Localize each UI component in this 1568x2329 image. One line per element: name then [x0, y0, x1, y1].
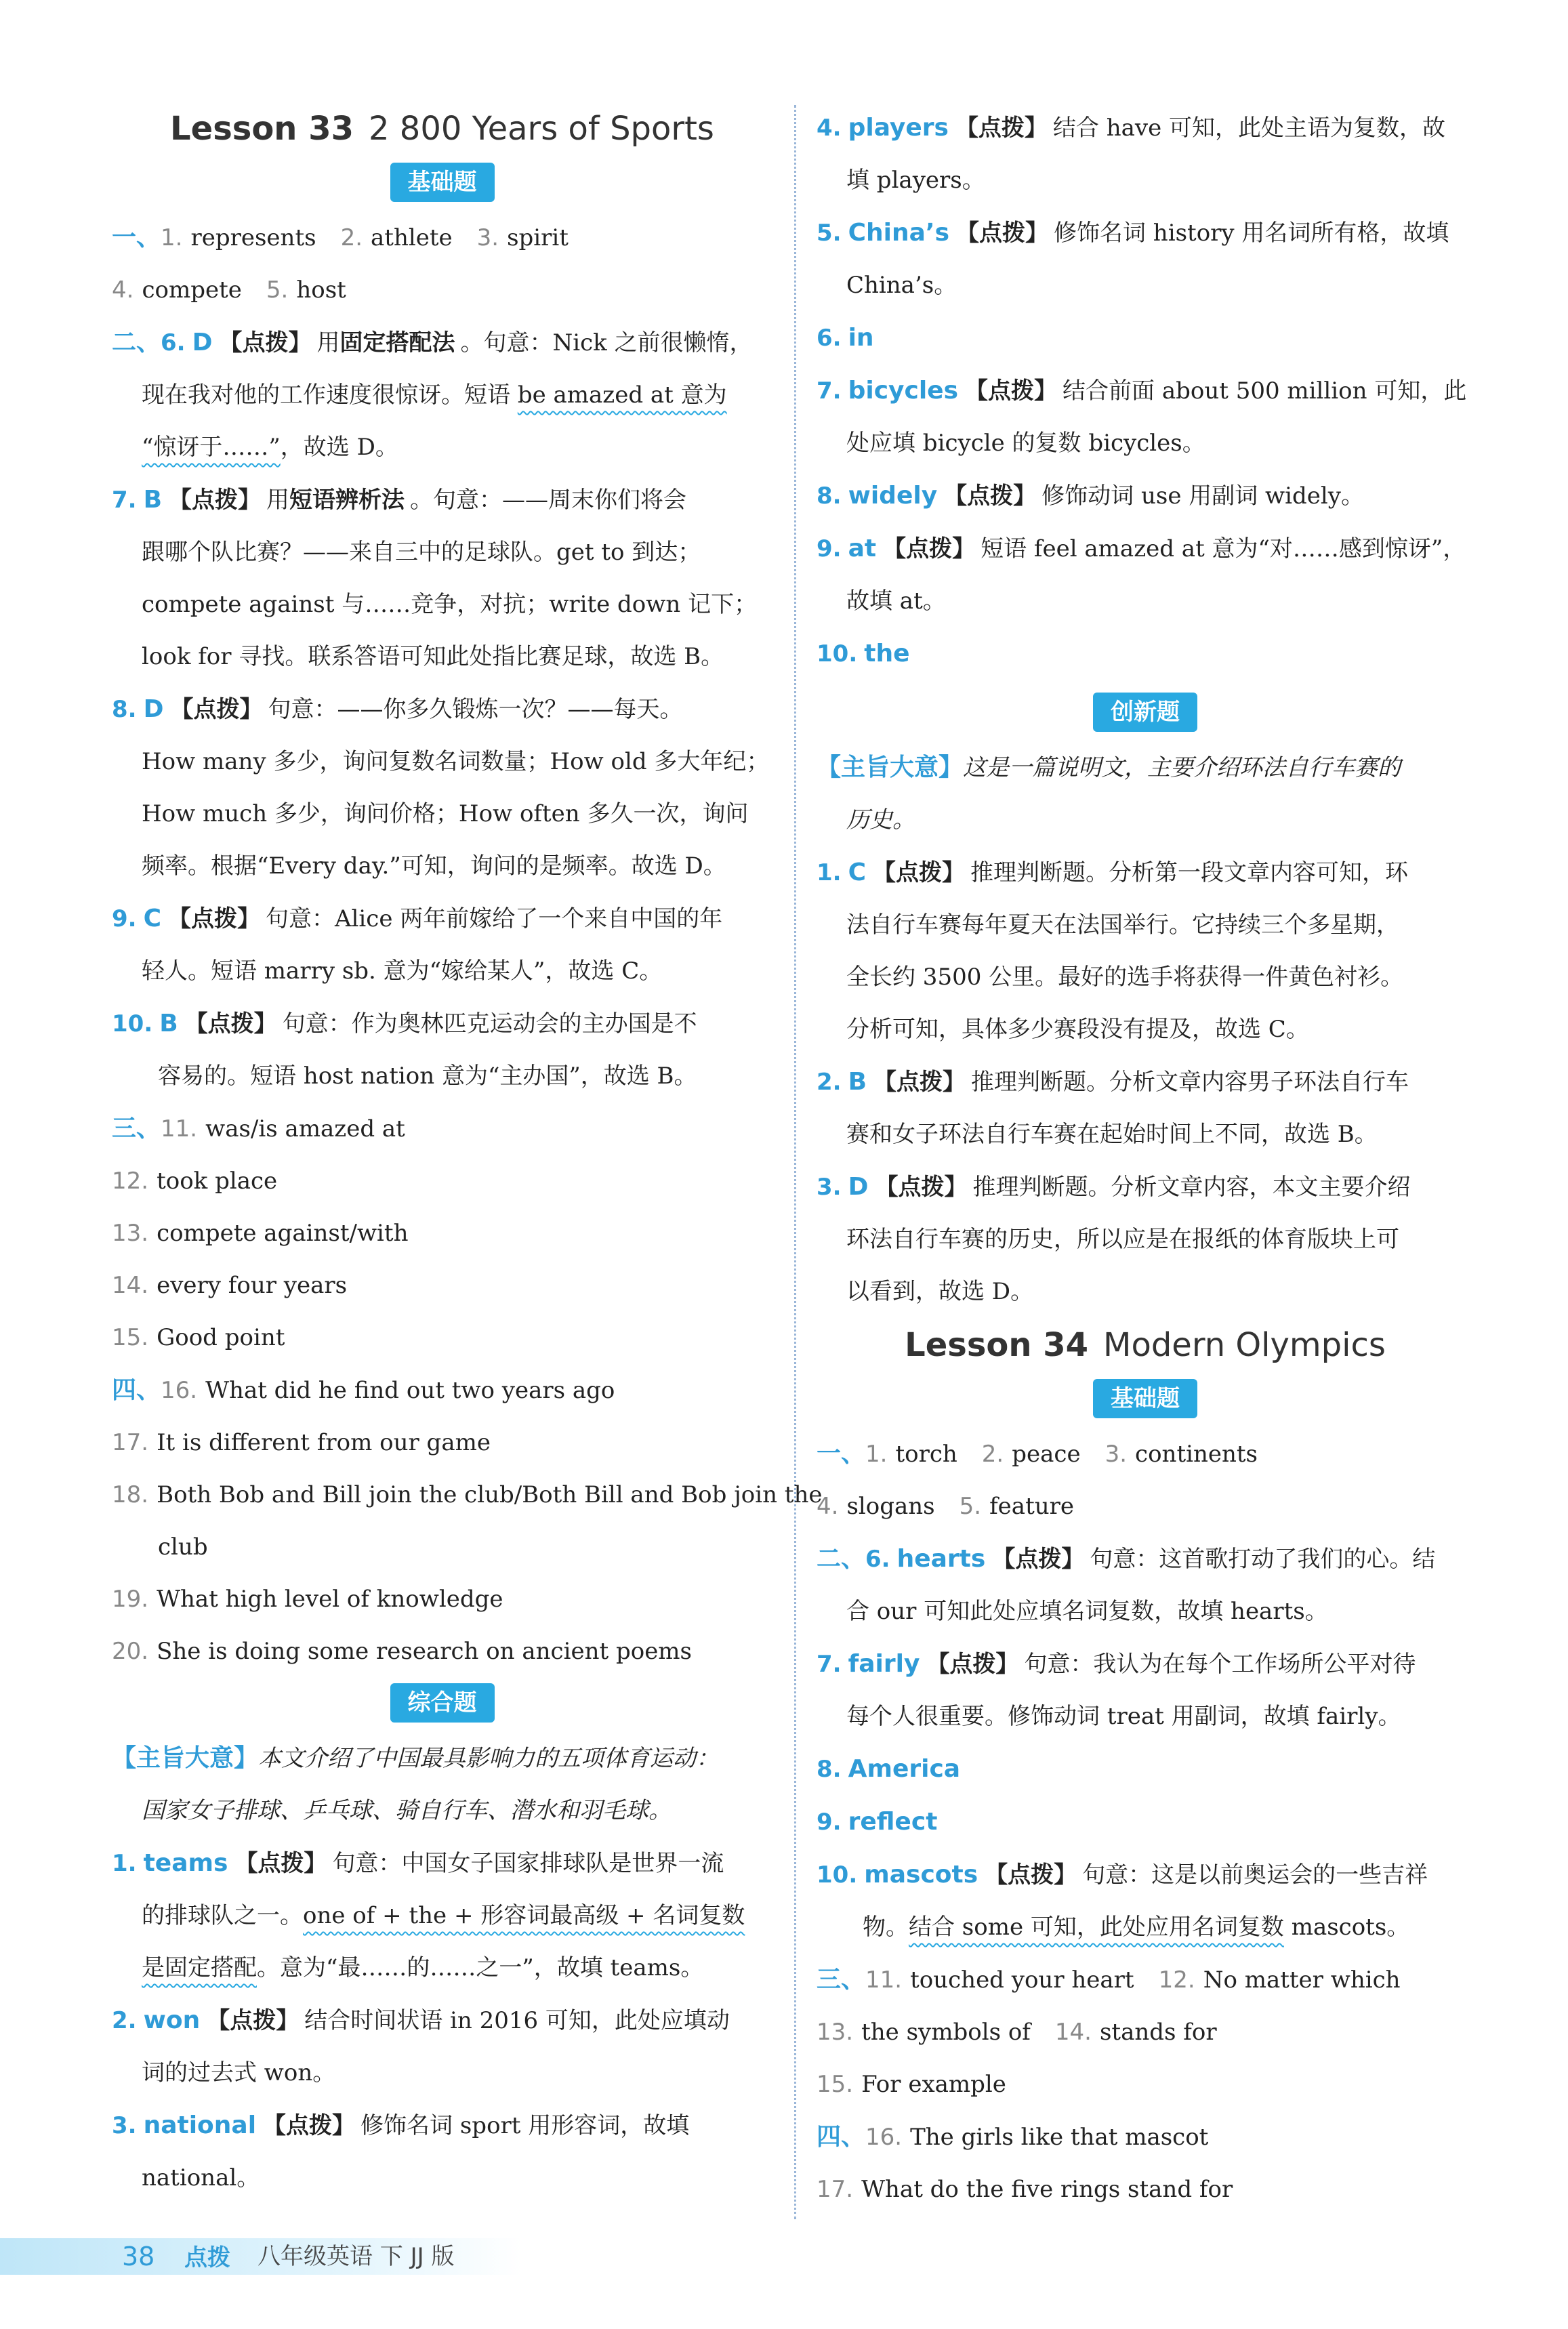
page-number: 38	[122, 2242, 155, 2271]
section-basic-banner: 基础题	[112, 163, 772, 206]
basic-question-7: 7. fairly 【点拨】 句意：我认为在每个工作场所公平对待	[817, 1650, 1416, 1678]
question-9: 9. C 【点拨】 句意：Alice 两年前嫁给了一个来自中国的年	[112, 905, 723, 932]
answer-row: 14. every four years	[112, 1272, 348, 1299]
comp-question-5: 5. China’s 【点拨】 修饰名词 history 用名词所有格，故填	[817, 219, 1449, 247]
lesson-name: 2 800 Years of Sports	[368, 110, 714, 148]
comp-question-9: 9. at 【点拨】 短语 feel amazed at 意为“对……感到惊讶”，	[817, 535, 1466, 562]
question-8-cont: 频率。根据“Every day.”可知，询问的是频率。故选 D。	[142, 852, 726, 880]
comp-question-4: 4. players 【点拨】 结合 have 可知，此处主语为复数，故	[817, 114, 1446, 142]
question-10-cont: 容易的。短语 host nation 意为“主办国”，故选 B。	[158, 1063, 697, 1090]
innov-question-2: 2. B 【点拨】 推理判断题。分析文章内容男子环法自行车	[817, 1068, 1409, 1096]
main-idea-cont: 国家女子排球、乒乓球、骑自行车、潜水和羽毛球。	[142, 1797, 672, 1824]
comp-question-4-cont: 填 players。	[846, 167, 985, 194]
lesson-number: Lesson 33	[170, 110, 354, 148]
comp-question-10: 10. the	[817, 640, 910, 667]
question-7-cont: compete against 与……竞争，对抗；write down 记下；	[142, 591, 758, 618]
innov-question-1-cont: 全长约 3500 公里。最好的选手将获得一件黄色衬衫。	[846, 964, 1404, 991]
left-column	[112, 102, 823, 2204]
section-basic-banner: 基础题	[817, 1379, 1474, 1422]
answer-row: 四、16. The girls like that mascot	[817, 2123, 1209, 2151]
footer-book-title: 八年级英语 下 JJ 版	[257, 2243, 455, 2270]
comp-question-2: 2. won 【点拨】 结合时间状语 in 2016 可知，此处应填动	[112, 2006, 730, 2034]
basic-question-6: 二、6. hearts 【点拨】 句意：这首歌打动了我们的心。结	[817, 1545, 1436, 1573]
answer-row: 13. the symbols of 14. stands for	[817, 2019, 1217, 2046]
question-7-cont: look for 寻找。联系答语可知此处指比赛足球，故选 B。	[142, 643, 724, 670]
answer-row: 4. slogans 5. feature	[817, 1493, 1075, 1520]
answer-row: 三、11. touched your heart 12. No matter which	[817, 1966, 1401, 1994]
question-9-cont: 轻人。短语 marry sb. 意为“嫁给某人”，故选 C。	[142, 957, 663, 985]
brand-logo: 点拨	[184, 2244, 230, 2271]
innov-question-1-cont: 分析可知，具体多少赛段没有提及，故选 C。	[846, 1016, 1309, 1043]
question-6-cont: “惊讶于……”，故选 D。	[142, 434, 398, 461]
section-innovation-banner: 创新题	[817, 693, 1474, 736]
basic-question-10: 10. mascots 【点拨】 句意：这是以前奥运会的一些吉祥	[817, 1861, 1428, 1889]
answer-row: 4. compete 5. host	[112, 276, 346, 304]
comp-question-5-cont: China’s。	[846, 272, 957, 299]
basic-question-8: 8. America	[817, 1755, 961, 1783]
answer-row-cont: club	[158, 1533, 208, 1561]
question-7: 7. B 【点拨】 用短语辨析法 。句意：——周末你们将会	[112, 486, 687, 514]
answer-row: 15. Good point	[112, 1324, 285, 1351]
comp-question-1-cont: 的排球队之一。one of + the + 形容词最高级 + 名词复数	[142, 1902, 745, 1929]
section-comprehensive-banner: 综合题	[112, 1683, 772, 1727]
answer-row: 20. She is doing some research on ancient poems	[112, 1638, 692, 1665]
comp-question-3: 3. national 【点拨】 修饰名词 sport 用形容词，故填	[112, 2111, 690, 2139]
innov-question-1-cont: 法自行车赛每年夏天在法国举行。它持续三个多星期，	[846, 911, 1399, 939]
comp-question-7: 7. bicycles 【点拨】 结合前面 about 500 million 可知，此	[817, 377, 1467, 405]
comp-question-1: 1. teams 【点拨】 句意：中国女子国家排球队是世界一流	[112, 1849, 724, 1877]
question-8-cont: How much 多少，询问价格；How often 多久一次，询问	[142, 800, 749, 827]
lesson-name: Modern Olympics	[1103, 1326, 1386, 1364]
comp-question-8: 8. widely 【点拨】 修饰动词 use 用副词 widely。	[817, 482, 1365, 510]
basic-question-7-cont: 每个人很重要。修饰动词 treat 用副词，故填 fairly。	[846, 1703, 1401, 1730]
basic-question-9: 9. reflect	[817, 1808, 938, 1836]
answer-row: 三、11. was/is amazed at	[112, 1115, 405, 1142]
lesson-34-title	[817, 1318, 1474, 1372]
main-idea: 【主旨大意】本文介绍了中国最具影响力的五项体育运动：	[112, 1744, 720, 1772]
comp-question-6: 6. in	[817, 324, 874, 352]
main-idea: 【主旨大意】这是一篇说明文，主要介绍环法自行车赛的	[817, 754, 1401, 781]
answer-row: 13. compete against/with	[112, 1220, 409, 1247]
right-column	[817, 102, 1474, 2216]
answer-row: 17. What do the five rings stand for	[817, 2176, 1233, 2203]
lesson-33-title	[112, 102, 772, 156]
comp-question-9-cont: 故填 at。	[846, 588, 946, 615]
basic-question-6-cont: 合 our 可知此处应填名词复数，故填 hearts。	[846, 1598, 1328, 1625]
answer-row: 12. took place	[112, 1168, 278, 1195]
answer-row: 一、1. torch 2. peace 3. continents	[817, 1440, 1258, 1468]
main-idea-cont: 历史。	[846, 806, 915, 833]
innov-question-3-cont: 以看到，故选 D。	[846, 1278, 1034, 1305]
comp-question-3-cont: national。	[142, 2164, 260, 2191]
innov-question-2-cont: 赛和女子环法自行车赛在起始时间上不同，故选 B。	[846, 1121, 1378, 1148]
question-7-cont: 跟哪个队比赛？——来自三中的足球队。get to 到达；	[142, 539, 701, 566]
comp-question-7-cont: 处应填 bicycle 的复数 bicycles。	[846, 430, 1205, 457]
innov-question-3: 3. D 【点拨】 推理判断题。分析文章内容，本文主要介绍	[817, 1173, 1411, 1201]
answer-row: 15. For example	[817, 2071, 1006, 2098]
lesson-number: Lesson 34	[905, 1326, 1089, 1364]
question-8-cont: How many 多少，询问复数名词数量；How old 多大年纪；	[142, 748, 770, 775]
innov-question-3-cont: 环法自行车赛的历史，所以应是在报纸的体育版块上可	[846, 1226, 1399, 1253]
column-divider	[794, 105, 796, 2219]
comp-question-1-cont: 是固定搭配。意为“最……的……之一”，故填 teams。	[142, 1954, 704, 1981]
basic-question-10-cont: 物。结合 some 可知，此处应用名词复数 mascots。	[863, 1914, 1410, 1941]
answer-row: 19. What high level of knowledge	[112, 1586, 503, 1613]
innov-question-1: 1. C 【点拨】 推理判断题。分析第一段文章内容可知，环	[817, 859, 1408, 886]
question-6: 二、6. D 【点拨】 用固定搭配法 。句意：Nick 之前很懒惰，	[112, 329, 753, 356]
comp-question-2-cont: 词的过去式 won。	[142, 2059, 336, 2086]
question-8: 8. D 【点拨】 句意：——你多久锻炼一次？——每天。	[112, 695, 683, 723]
answer-row: 一、1. represents 2. athlete 3. spirit	[112, 224, 569, 251]
answer-row: 四、16. What did he find out two years ago	[112, 1376, 615, 1404]
question-10: 10. B 【点拨】 句意：作为奥林匹克运动会的主办国是不	[112, 1010, 697, 1037]
answer-row: 17. It is different from our game	[112, 1429, 491, 1456]
answer-row: 18. Both Bob and Bill join the club/Both Bill and Bob join the	[112, 1481, 823, 1508]
question-6-cont: 现在我对他的工作速度很惊讶。短语 be amazed at 意为	[142, 382, 727, 409]
